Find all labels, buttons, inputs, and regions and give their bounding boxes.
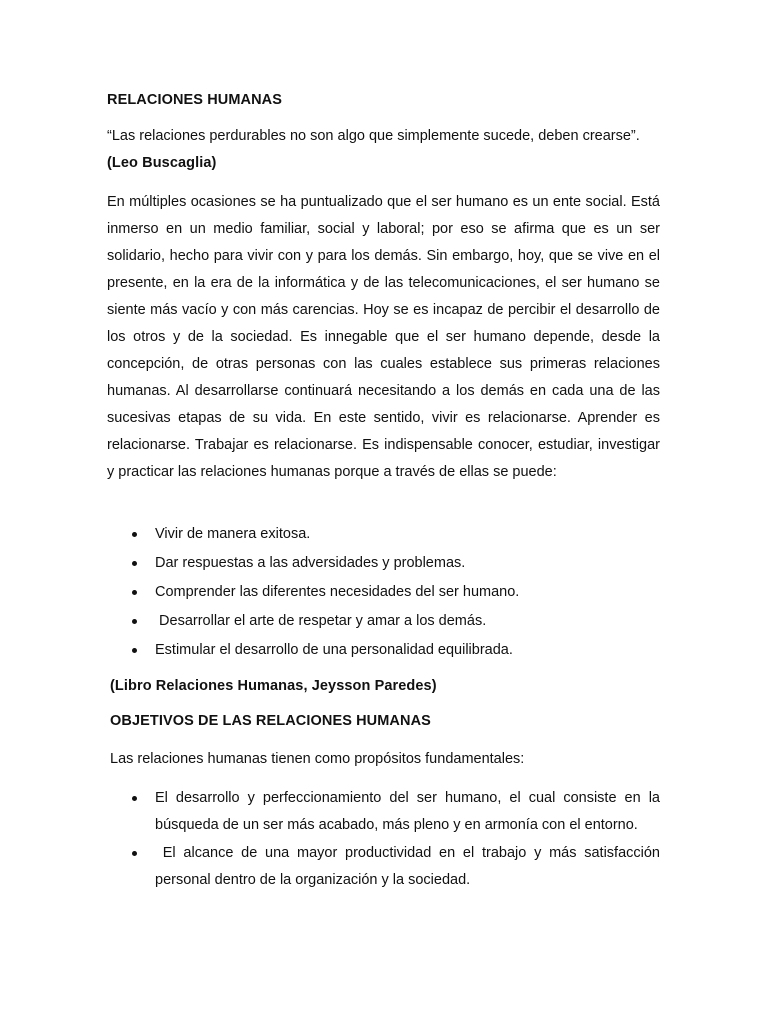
list-item (0, 611, 519, 640)
bullet-icon (132, 532, 137, 537)
intro-paragraph: En múltiples ocasiones se ha puntualizado que el ser humano es un ente social. Está inmerso en un medio familiar, social y laboral; por eso se afirma que es un ser solidario, hecho para vivir con y para los demás. Sin embargo, hoy, que se vive en el presente, en la era de la informática y de las telecomunicaciones, el ser humano se siente más vacío y con más carencias. Hoy se es incapaz de percibir el desarrollo de los otros y de la sociedad. Es innegable que el ser humano depende, desde la concepción, de otras personas con las cuales establece sus primeras relaciones humanas. Al desarrollarse continuará necesitando a los demás en cada una de las sucesivas etapas de su vida. En este sentido, vivir es relacionarse. Aprender es relacionarse. Trabajar es relacionarse. Es indispensable conocer, estudiar, investigar y practicar las relaciones humanas porque a través de ellas se puede: (107, 194, 660, 480)
list-item (0, 785, 660, 839)
objectives-list (0, 785, 665, 895)
list-item (0, 553, 519, 582)
list-item-text: Estimular el desarrollo de una personalidad equilibrada. (155, 642, 513, 658)
source-citation: (Libro Relaciones Humanas, Jeysson Paredes) (110, 678, 437, 694)
objectives-heading: OBJETIVOS DE LAS RELACIONES HUMANAS (110, 713, 431, 729)
bullet-icon (132, 590, 137, 595)
objectives-intro: Las relaciones humanas tienen como propósitos fundamentales: (110, 751, 525, 767)
bullet-icon (132, 619, 137, 624)
bullet-icon (132, 648, 137, 653)
list-item-text: El desarrollo y perfeccionamiento del ser humano, el cual consiste en la búsqueda de un ser más acabado, más pleno y en armonía con el entorno. (155, 790, 660, 833)
bullet-icon (132, 851, 137, 856)
document-title: RELACIONES HUMANAS (107, 92, 282, 108)
list-item (0, 640, 519, 669)
quote-author: (Leo Buscaglia) (107, 155, 217, 171)
benefits-list (0, 524, 519, 669)
list-item-text: Dar respuestas a las adversidades y problemas. (155, 555, 466, 571)
bullet-icon (132, 796, 137, 801)
list-item-text: Desarrollar el arte de respetar y amar a los demás. (155, 613, 487, 629)
list-item-text: Vivir de manera exitosa. (155, 526, 311, 542)
list-item-text: El alcance de una mayor productividad en el trabajo y más satisfacción personal dentro de la organización y la sociedad. (155, 845, 665, 888)
list-item (0, 524, 519, 553)
bullet-icon (132, 561, 137, 566)
quote-text: “Las relaciones perdurables no son algo que simplemente sucede, deben crearse”. (107, 128, 640, 144)
list-item (0, 582, 519, 611)
list-item-text: Comprender las diferentes necesidades del ser humano. (155, 584, 520, 600)
list-item (0, 840, 665, 894)
